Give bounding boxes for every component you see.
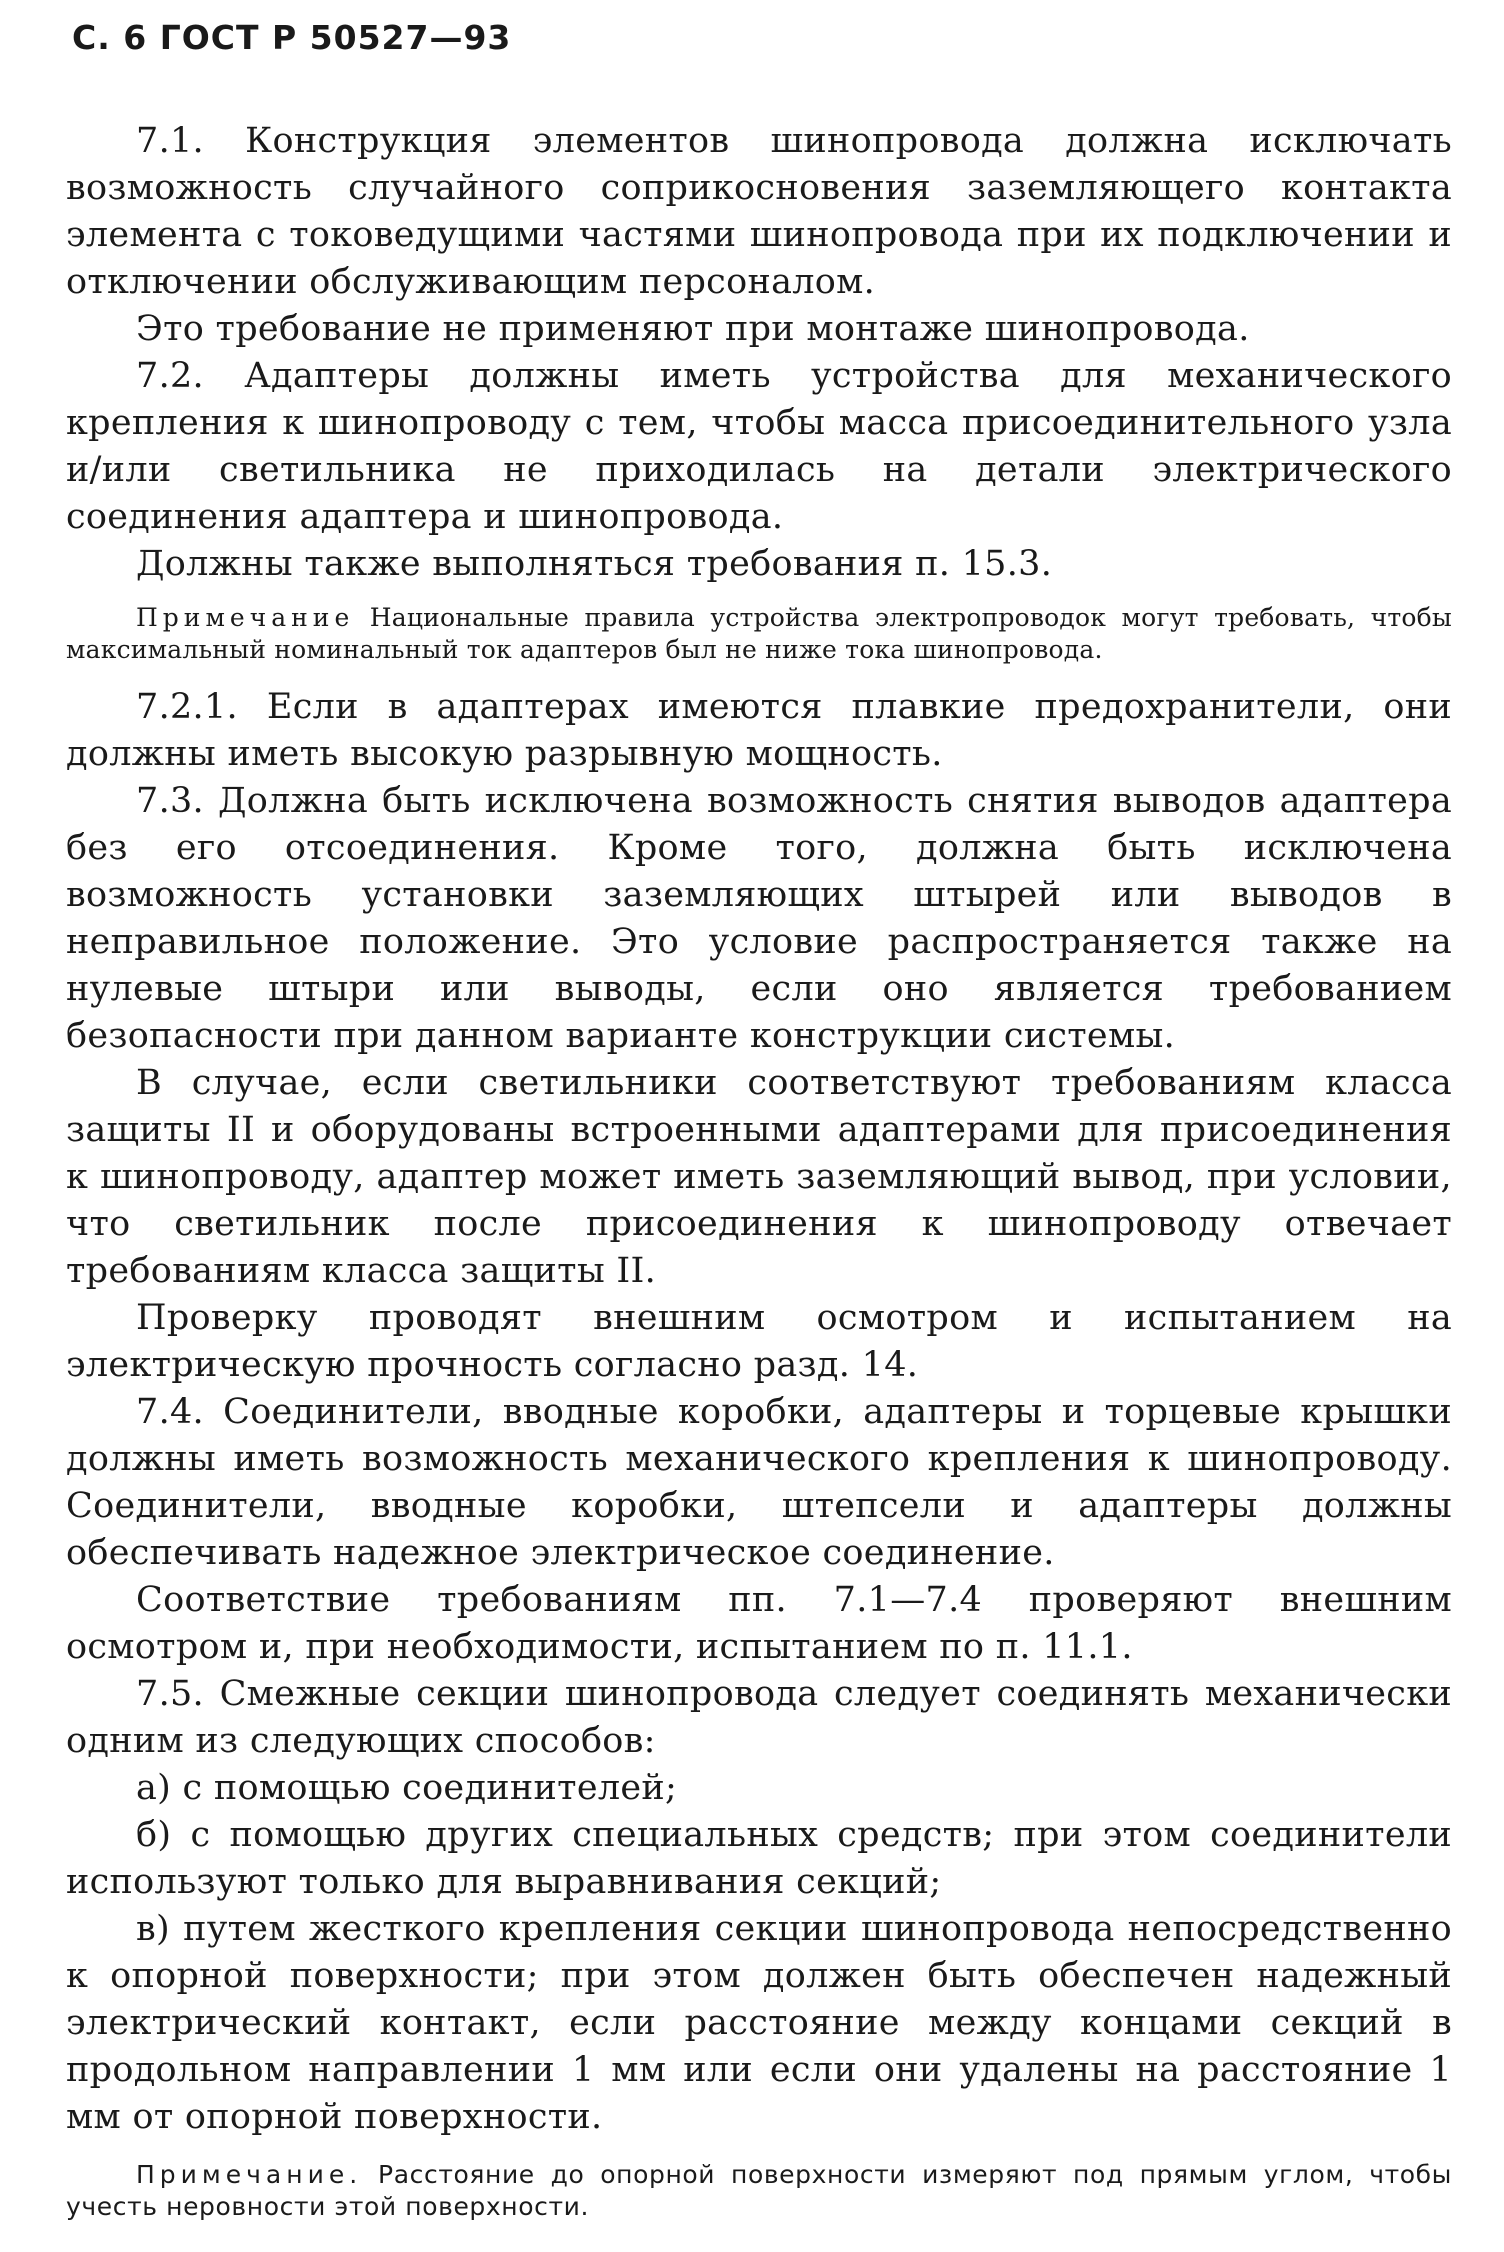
document-page	[66, 0, 1452, 2252]
paragraph-7-1: 7.1. Конструкция элементов шинопровода должна исключать возможность случайного соприкосновения заземляющего контакта элемента с токоведущими частями шинопровода при их подключении и отключении обслуживающим персоналом.	[66, 121, 1452, 302]
paragraph-7-3: 7.3. Должна быть исключена возможность снятия выводов адаптера без его отсоединения. Кроме того, должна быть исключена возможность установки заземляющих штырей или выводов в неправильное положение. Это условие распространяется также на нулевые штыри или выводы, если оно является требованием безопасности при данном варианте конструкции системы.	[66, 781, 1452, 1056]
note-national-rules	[66, 602, 1452, 666]
running-head: С. 6 ГОСТ Р 50527—93	[72, 18, 512, 57]
paragraph-7-5: 7.5. Смежные секции шинопровода следует соединять механически одним из следующих способов:	[66, 1674, 1452, 1761]
note-label: Примечание.	[136, 2160, 363, 2189]
paragraph-7-3-class-ii: В случае, если светильники соответствуют требованиям класса защиты II и оборудованы встроенными адаптерами для присоединения к шинопроводу, адаптер может иметь заземляющий вывод, при условии, что светильник после присоединения к шинопроводу отвечает требованиям класса защиты II.	[66, 1063, 1452, 1291]
note-measurement	[66, 2159, 1452, 2223]
list-item-a: а) с помощью соединителей;	[136, 1768, 678, 1808]
paragraph-7-2-1: 7.2.1. Если в адаптерах имеются плавкие предохранители, они должны иметь высокую разрывную мощность.	[66, 687, 1452, 774]
paragraph-7-3-check: Проверку проводят внешним осмотром и испытанием на электрическую прочность согласно разд. 14.	[66, 1298, 1452, 1385]
paragraph-7-1-exception: Это требование не применяют при монтаже шинопровода.	[136, 309, 1250, 349]
paragraph-7-2: 7.2. Адаптеры должны иметь устройства для механического крепления к шинопроводу с тем, чтобы масса присоединительного узла и/или светильника не приходилась на детали электрического соединения адаптера и шинопровода.	[66, 356, 1452, 537]
body-text	[66, 118, 1452, 2237]
paragraph-7-4: 7.4. Соединители, вводные коробки, адаптеры и торцевые крышки должны иметь возможность механического крепления к шинопроводу. Соединители, вводные коробки, штепсели и адаптеры должны обеспечивать надежное электрическое соединение.	[66, 1392, 1452, 1573]
list-item-b: б) с помощью других специальных средств; при этом соединители используют только для выравнивания секций;	[66, 1815, 1452, 1902]
note-label: Примечание	[136, 603, 355, 632]
list-item-c: в) путем жесткого крепления секции шинопровода непосредственно к опорной поверхности; при этом должен быть обеспечен надежный электрический контакт, если расстояние между концами секций в продольном направлении 1 мм или если они удалены на расстояние 1 мм от опорной поверхности.	[66, 1909, 1452, 2137]
paragraph-7-2-requirement: Должны также выполняться требования п. 15.3.	[136, 544, 1053, 584]
note-text: Национальные правила устройства электропроводок могут требовать, чтобы максимальный номинальный ток адаптеров был не ниже тока шинопровода.	[66, 603, 1452, 664]
note-text: Расстояние до опорной поверхности измеряют под прямым углом, чтобы учесть неровности этой поверхности.	[66, 2160, 1452, 2221]
paragraph-7-4-check: Соответствие требованиям пп. 7.1—7.4 проверяют внешним осмотром и, при необходимости, испытанием по п. 11.1.	[66, 1580, 1452, 1667]
